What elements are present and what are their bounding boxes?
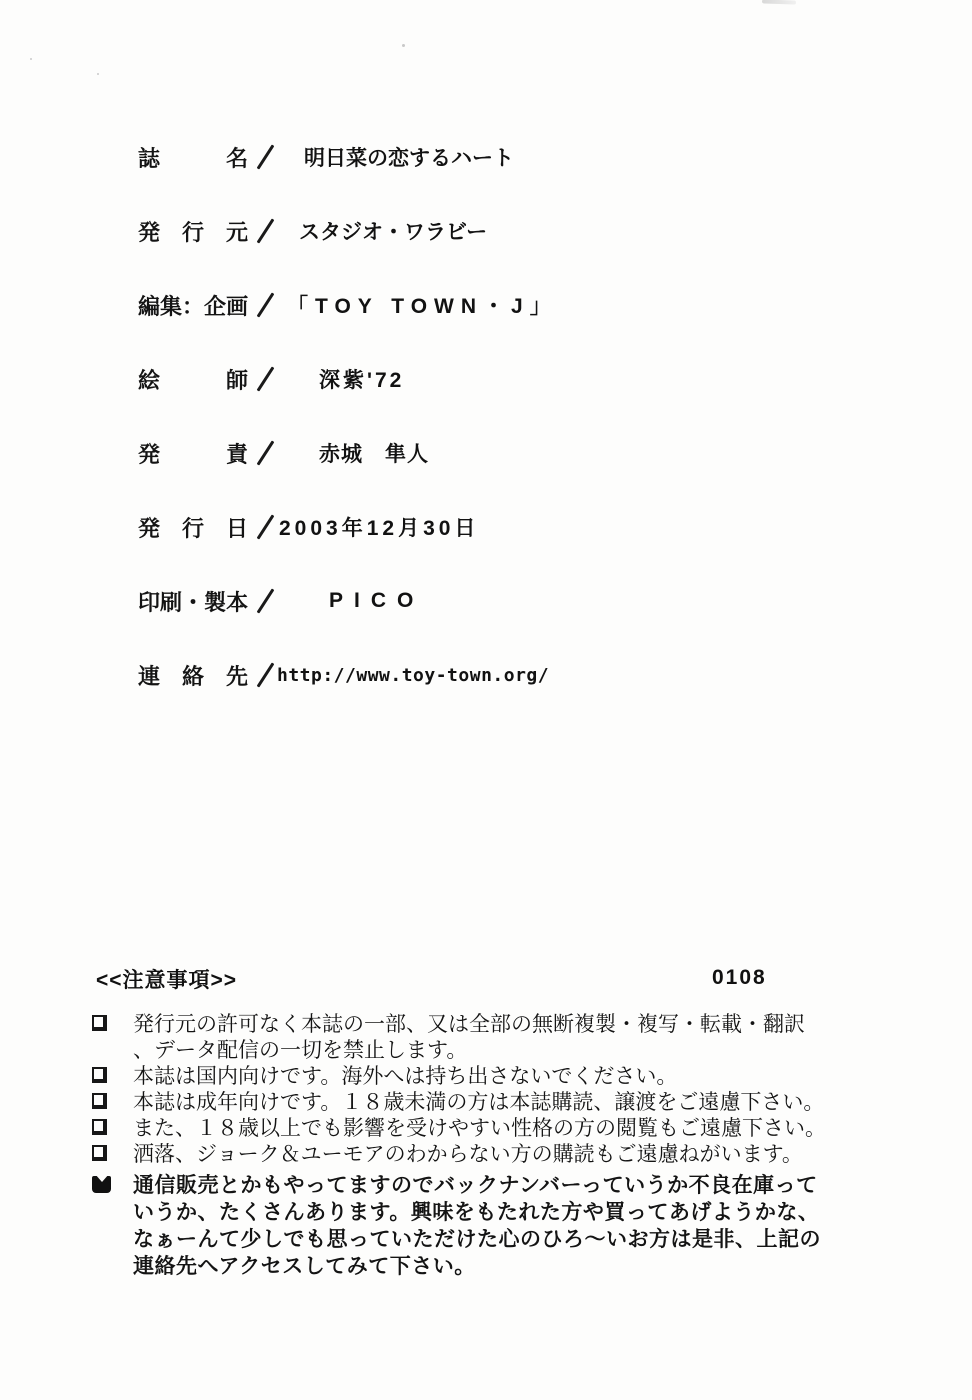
contact-url-value: http://www.toy-town.org/ <box>277 664 550 686</box>
notice-line: いうか、たくさんあります。興味をもたれた方や買ってあげようかな、 <box>133 1201 820 1224</box>
scan-smudge <box>762 0 796 5</box>
slash-separator-icon <box>257 588 275 613</box>
notice-line: 発行元の許可なく本誌の一部、又は全部の無断複製・複写・転載・翻訳 <box>133 1012 805 1036</box>
colophon-row-title <box>138 144 558 170</box>
slash-separator-icon <box>257 514 275 539</box>
checkbox-bullet-icon <box>92 1067 107 1083</box>
checkbox-bullet-icon <box>92 1145 107 1161</box>
scan-speck <box>30 58 32 60</box>
slash-separator-icon <box>257 662 275 687</box>
magazine-title-value: 明日菜の恋するハート <box>304 147 514 170</box>
row-label: 編 集 ： 企 画 <box>138 293 249 319</box>
notice-item-domestic <box>92 1063 892 1089</box>
artist-value: 深紫'72 <box>319 369 405 392</box>
page-code: 0108 <box>712 966 767 989</box>
editing-value: 「TOY TOWN・J」 <box>287 295 558 318</box>
notice-line: 通信販売とかもやってますのでバックナンバーっていうか不良在庫って <box>133 1174 818 1197</box>
colophon-row-responsible <box>138 440 558 466</box>
colophon-row-issue-date <box>138 514 558 540</box>
slash-separator-icon <box>257 366 275 391</box>
notice-line: 本誌は国内向けです。海外へは持ち出さないでください。 <box>133 1064 678 1088</box>
package-bullet-icon <box>92 1176 111 1193</box>
notice-line: また、１８歳以上でも影響を受けやすい性格の方の閲覧もご遠慮下さい。 <box>133 1116 826 1140</box>
row-label: 連 絡 先 <box>138 663 248 689</box>
slash-separator-icon <box>257 292 275 317</box>
row-label: 印 刷 ・ 製 本 <box>138 589 249 615</box>
notice-item-adult <box>92 1089 892 1115</box>
publisher-value: スタジオ・ワラビー <box>299 221 488 244</box>
notice-line: 洒落、ジョーク＆ユーモアのわからない方の購読もご遠慮ねがいます。 <box>133 1142 803 1166</box>
slash-separator-icon <box>257 440 275 465</box>
notices-heading: <<注意事項>> <box>96 969 238 992</box>
colophon-row-editing <box>138 292 558 318</box>
notices-list <box>92 1011 892 1280</box>
checkbox-bullet-icon <box>92 1119 107 1135</box>
colophon-row-contact <box>138 662 558 688</box>
scan-speck <box>402 44 405 47</box>
notice-line: 本誌は成年向けです。１８歳未満の方は本誌購読、譲渡をご遠慮下さい。 <box>133 1090 825 1114</box>
colophon-block <box>138 144 558 688</box>
notice-line: 、データ配信の一切を禁止します。 <box>133 1038 468 1062</box>
colophon-row-artist <box>138 366 558 392</box>
row-label: 発 責 <box>138 441 248 467</box>
row-label: 誌 名 <box>138 145 248 171</box>
checkbox-bullet-icon <box>92 1015 107 1031</box>
notice-item-copyright <box>92 1011 892 1063</box>
notice-item-humor <box>92 1141 892 1167</box>
colophon-row-printing <box>138 588 558 614</box>
row-label: 絵 師 <box>138 367 248 393</box>
issue-date-value: 2003年12月30日 <box>279 517 480 540</box>
printer-value: PICO <box>329 589 425 612</box>
notice-line: なぁーんて少しでも思っていただけた心のひろ～いお方は是非、上記の <box>133 1228 821 1251</box>
notice-line: 連絡先へアクセスしてみて下さい。 <box>133 1255 476 1278</box>
colophon-row-publisher <box>138 218 558 244</box>
row-label: 発 行 元 <box>138 219 248 245</box>
slash-separator-icon <box>257 144 275 169</box>
row-label: 発 行 日 <box>138 515 248 541</box>
scan-speck <box>97 73 99 75</box>
notice-item-sensitive <box>92 1115 892 1141</box>
responsible-person-value: 赤城 隼人 <box>319 443 429 466</box>
checkbox-bullet-icon <box>92 1093 107 1109</box>
notice-item-mailorder <box>92 1172 892 1280</box>
slash-separator-icon <box>257 218 275 243</box>
